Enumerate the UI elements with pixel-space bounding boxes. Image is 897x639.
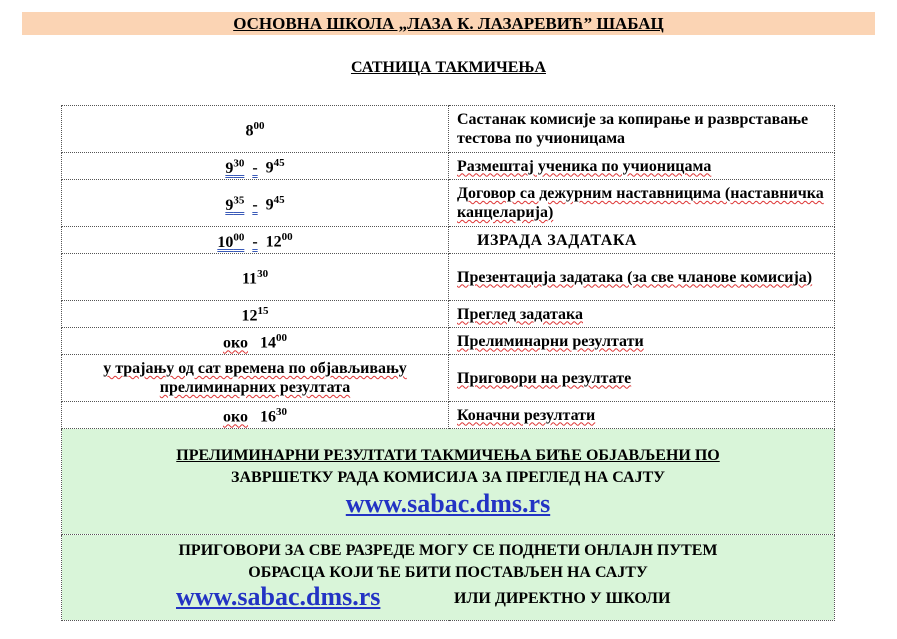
- activity-cell: Приговори на резултате: [449, 355, 835, 402]
- school-header: [22, 12, 875, 35]
- appeals-note-line3: ИЛИ ДИРЕКТНО У ШКОЛИ: [454, 589, 671, 607]
- time-dash: -: [252, 159, 258, 177]
- table-row: [62, 402, 835, 429]
- appeals-note-line2: ОБРАСЦА КОЈИ ЋЕ БИТИ ПОСТАВЉЕН НА САЈТУ: [248, 563, 648, 581]
- time-end-minutes: 00: [281, 231, 293, 244]
- table-row: [62, 180, 835, 227]
- time-start-minutes: 00: [233, 231, 245, 244]
- time-start: 16: [260, 408, 276, 426]
- time-cell: [62, 355, 449, 402]
- time-start-minutes: 30: [257, 268, 269, 281]
- activity-cell: Коначни резултати: [449, 402, 835, 429]
- schedule-table: [61, 105, 835, 621]
- activity-cell: Преглед задатака: [449, 301, 835, 328]
- time-cell: [62, 153, 449, 180]
- time-prefix: око: [222, 334, 248, 352]
- table-row: [62, 153, 835, 180]
- appeals-note: [62, 535, 835, 621]
- appeals-note-line1: ПРИГОВОРИ ЗА СВЕ РАЗРЕДЕ МОГУ СЕ ПОДНЕТИ ОНЛАЈН ПУТЕМ: [178, 541, 718, 559]
- time-end: 9: [265, 159, 274, 177]
- time-dash: -: [252, 233, 258, 251]
- time-start: 10: [217, 233, 234, 251]
- document-title: САТНИЦА ТАКМИЧЕЊА: [350, 59, 547, 76]
- time-cell: [62, 227, 449, 254]
- website-link[interactable]: www.sabac.dms.rs: [176, 581, 381, 611]
- time-start-minutes: 30: [233, 157, 245, 170]
- time-start-minutes: 35: [233, 194, 245, 207]
- table-row: [62, 355, 835, 402]
- time-start-minutes: 15: [257, 305, 269, 318]
- time-end: 9: [265, 196, 274, 214]
- table-row: [62, 254, 835, 301]
- time-start: 9: [225, 196, 234, 214]
- time-start-minutes: 00: [276, 332, 287, 345]
- activity-cell: Презентација задатака (за све чланове комисија): [449, 254, 835, 301]
- school-name: ОСНОВНА ШКОЛА „ЛАЗА К. ЛАЗАРЕВИЋ” ШАБАЦ: [233, 14, 664, 33]
- time-cell: [62, 180, 449, 227]
- activity-cell: Договор са дежурним наставницима (наставничка канцеларија): [449, 180, 835, 227]
- time-cell: [62, 106, 449, 153]
- results-note: [62, 429, 835, 535]
- time-start: 14: [260, 334, 276, 352]
- time-start: 8: [245, 122, 254, 140]
- time-dash: -: [252, 196, 258, 214]
- website-link[interactable]: www.sabac.dms.rs: [345, 488, 551, 518]
- time-cell: [62, 402, 449, 429]
- time-start: 9: [225, 159, 234, 177]
- time-text: у трајању од сат времена по објављивању прелиминарних резултата: [103, 360, 407, 396]
- time-cell: [62, 254, 449, 301]
- time-start: 11: [241, 270, 258, 288]
- time-end: 12: [265, 233, 282, 251]
- table-row: [62, 328, 835, 355]
- time-end-minutes: 45: [273, 194, 285, 207]
- time-cell: [62, 301, 449, 328]
- activity-cell: ИЗРАДА ЗАДАТАКА: [449, 227, 835, 254]
- table-row: [62, 301, 835, 328]
- time-start-minutes: 00: [253, 120, 265, 133]
- results-note-line1: ПРЕЛИМИНАРНИ РЕЗУЛТАТИ ТАКМИЧЕЊА БИЋЕ ОБЈАВЉЕНИ ПО: [176, 446, 720, 464]
- results-note-line2: ЗАВРШЕТКУ РАДА КОМИСИЈА ЗА ПРЕГЛЕД НА САЈТУ: [231, 468, 665, 486]
- appeals-note-cell: [62, 535, 835, 621]
- time-start-minutes: 30: [276, 406, 287, 419]
- time-prefix: око: [222, 408, 248, 426]
- activity-cell: Састанак комисије за копирање и разврставање тестова по учионицама: [449, 106, 835, 153]
- time-start: 12: [241, 307, 258, 325]
- time-end-minutes: 45: [273, 157, 285, 170]
- time-cell: [62, 328, 449, 355]
- activity-cell: Размештај ученика по учионицама: [449, 153, 835, 180]
- table-row: [62, 227, 835, 254]
- results-note-cell: [62, 429, 835, 535]
- activity-cell: Прелиминарни резултати: [449, 328, 835, 355]
- table-row: [62, 106, 835, 153]
